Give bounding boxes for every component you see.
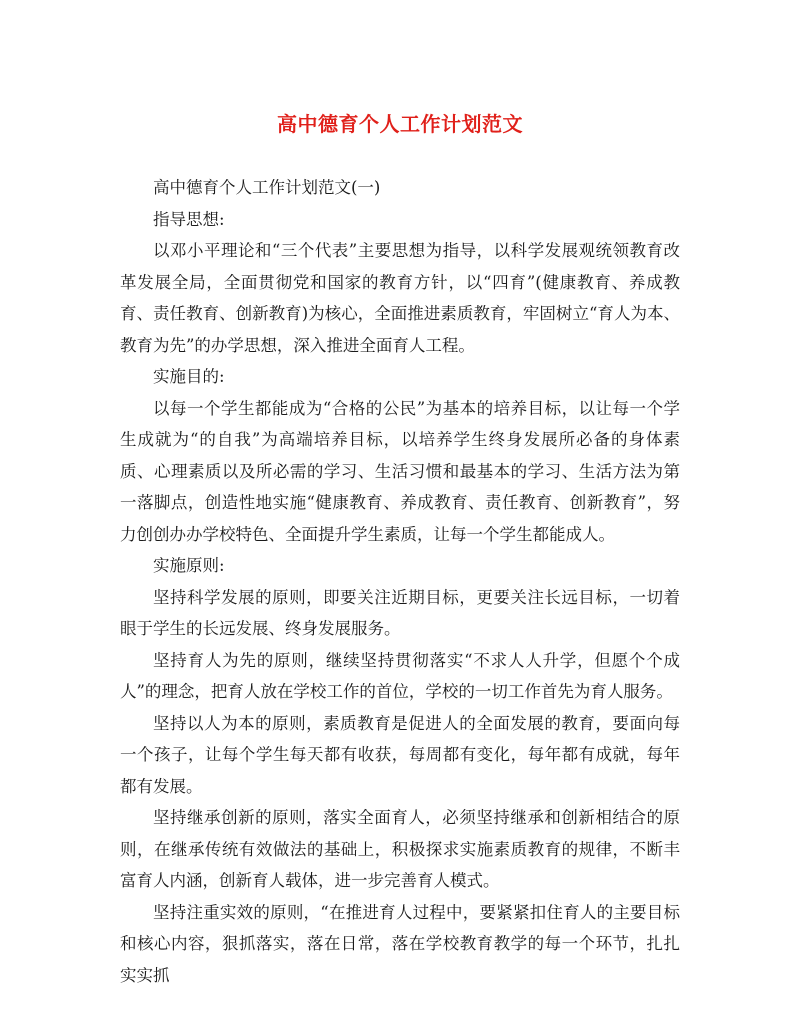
paragraph: 以邓小平理论和“三个代表”主要思想为指导，以科学发展观统领教育改革发展全局，全面贯彻党和国家的教育方针，以“四育”(健康教育、养成教育、责任教育、创新教育)为核心，全面推进素质教育，牢固树立“育人为本、教育为先”的办学思想，深入推进全面育人工程。	[120, 241, 680, 355]
document-title: 高中德育个人工作计划范文	[277, 112, 523, 136]
document-body	[120, 172, 680, 991]
paragraph: 坚持育人为先的原则，继续坚持贯彻落实“不求人人升学，但愿个个成人”的理念，把育人放在学校工作的首位，学校的一切工作首先为育人服务。	[120, 650, 680, 701]
subheading-guiding-ideology: 指导思想:	[153, 209, 225, 229]
paragraph: 坚持注重实效的原则，“在推进育人过程中，要紧紧扣住育人的主要目标和核心内容，狠抓落实，落在日常，落在学校教育教学的每一个环节，扎扎实实抓	[120, 902, 680, 985]
paragraph: 坚持继承创新的原则，落实全面育人，必须坚持继承和创新相结合的原则，在继承传统有效做法的基础上，积极探求实施素质教育的规律，不断丰富育人内涵，创新育人载体，进一步完善育人模式。	[120, 808, 680, 890]
paragraph: 坚持科学发展的原则，即要关注近期目标，更要关注长远目标，一切着眼于学生的长远发展、终身发展服务。	[120, 587, 680, 638]
subheading-principles: 实施原则:	[153, 556, 225, 575]
paragraph: 坚持以人为本的原则，素质教育是促进人的全面发展的教育，要面向每一个孩子，让每个学生每天都有收获，每周都有变化，每年都有成就，每年都有发展。	[120, 713, 680, 796]
section-heading: 高中德育个人工作计划范文(一)	[153, 178, 381, 197]
subheading-purpose: 实施目的:	[153, 367, 225, 386]
paragraph: 以每一个学生都能成为“合格的公民”为基本的培养目标，以让每一个学生成就为“的自我”为高端培养目标，以培养学生终身发展所必备的身体素质、心理素质以及所必需的学习、生活习惯和最基本的学习、生活方法为第一落脚点，创造性地实施“健康教育、养成教育、责任教育、创新教育”，努力创创办办学校特色、全面提升学生素质，让每一个学生都能成人。	[120, 398, 680, 544]
